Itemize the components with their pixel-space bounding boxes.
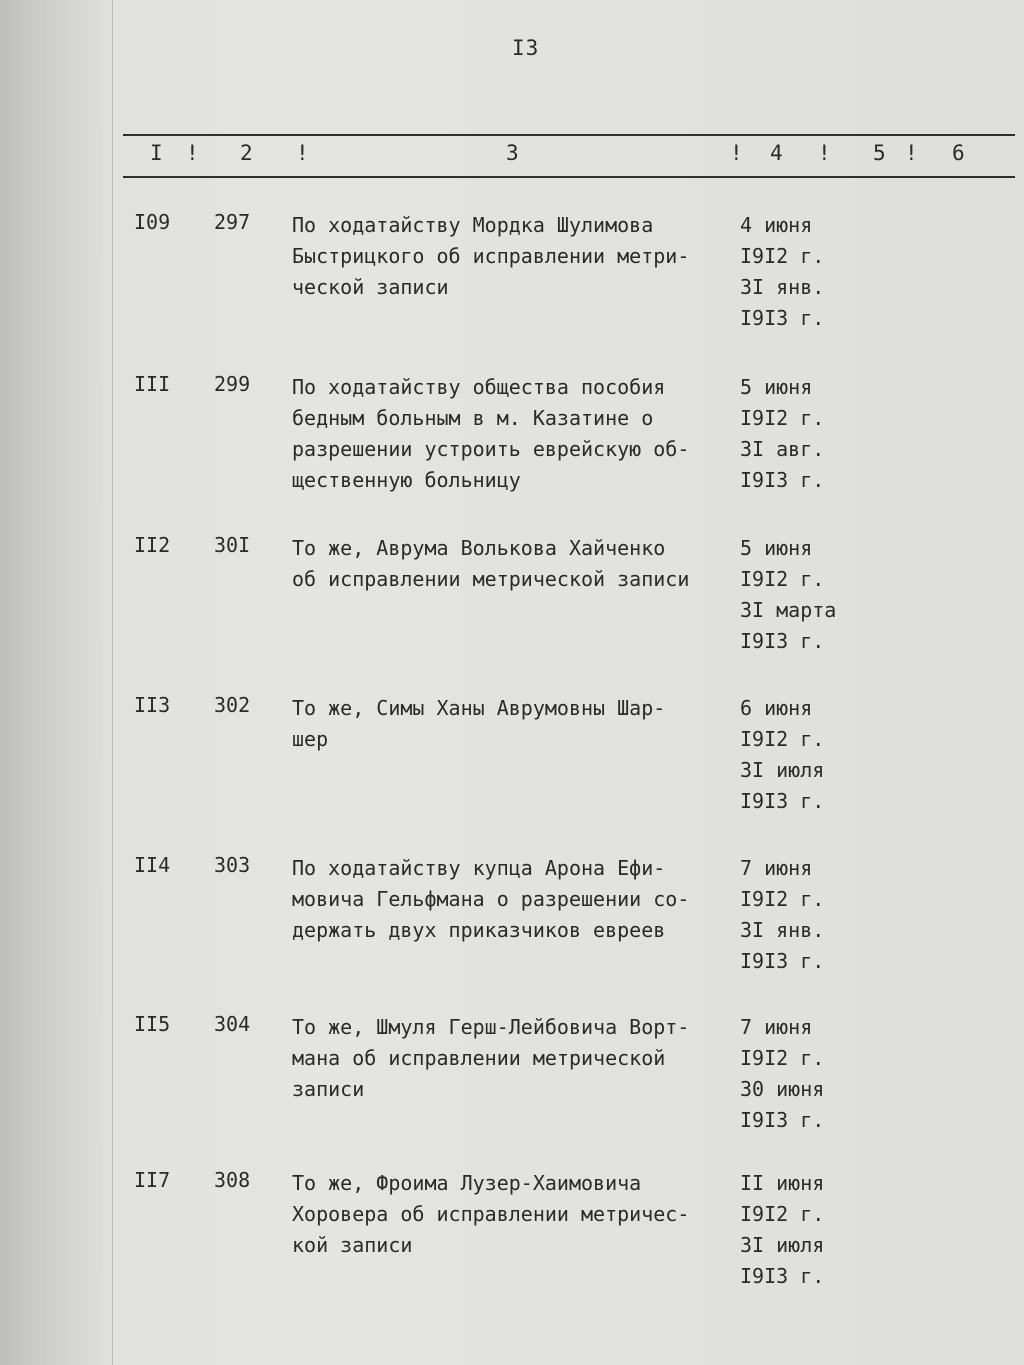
row-number: I09 <box>134 210 171 234</box>
description-line: кой записи <box>292 1233 413 1257</box>
date-line: I9I3 г. <box>740 1108 825 1132</box>
header-col-6: 6 <box>952 141 965 165</box>
table-row <box>0 533 1024 683</box>
date-line: 3I авг. <box>740 437 825 461</box>
description-line: бедным больным в м. Казатине о <box>292 406 654 430</box>
header-separator: ! <box>186 141 199 165</box>
date-line: I9I2 г. <box>740 1046 825 1070</box>
case-description <box>292 1168 742 1261</box>
header-separator: ! <box>905 141 918 165</box>
date-line: 3I июля <box>740 758 825 782</box>
description-line: ческой записи <box>292 275 449 299</box>
row-number: II2 <box>134 533 171 557</box>
description-line: держать двух приказчиков евреев <box>292 918 666 942</box>
date-line: II июня <box>740 1171 825 1195</box>
description-line: Хоровера об исправлении метричес- <box>292 1202 690 1226</box>
description-line: То же, Симы Ханы Аврумовны Шар- <box>292 696 666 720</box>
case-description <box>292 853 742 946</box>
date-line: I9I2 г. <box>740 567 825 591</box>
table-row <box>0 372 1024 522</box>
case-dates <box>740 533 860 657</box>
description-line: об исправлении метрической записи <box>292 567 690 591</box>
case-number: 303 <box>214 853 251 877</box>
date-line: 3I июля <box>740 1233 825 1257</box>
date-line: I9I3 г. <box>740 468 825 492</box>
case-dates <box>740 1012 860 1136</box>
header-separator: ! <box>730 141 743 165</box>
case-number: 308 <box>214 1168 251 1192</box>
date-line: 5 июня <box>740 375 813 399</box>
case-description <box>292 372 742 496</box>
header-col-1: I <box>150 141 163 165</box>
date-line: I9I2 г. <box>740 406 825 430</box>
description-line: То же, Аврума Волькова Хайченко <box>292 536 666 560</box>
date-line: I9I3 г. <box>740 1264 825 1288</box>
header-col-3: 3 <box>506 141 519 165</box>
date-line: I9I3 г. <box>740 629 825 653</box>
date-line: 3I марта <box>740 598 837 622</box>
case-description <box>292 533 742 595</box>
date-line: 7 июня <box>740 856 813 880</box>
table-row <box>0 853 1024 1003</box>
case-number: 30I <box>214 533 251 557</box>
description-line: шер <box>292 727 329 751</box>
date-line: I9I3 г. <box>740 949 825 973</box>
date-line: 4 июня <box>740 213 813 237</box>
date-line: I9I3 г. <box>740 789 825 813</box>
page-number: I3 <box>512 36 540 60</box>
description-line: По ходатайству купца Арона Ефи- <box>292 856 666 880</box>
row-number: II3 <box>134 693 171 717</box>
description-line: По ходатайству Мордка Шулимова <box>292 213 654 237</box>
row-number: III <box>134 372 171 396</box>
description-line: По ходатайству общества пособия <box>292 375 666 399</box>
case-number: 299 <box>214 372 251 396</box>
case-description <box>292 210 742 303</box>
case-number: 304 <box>214 1012 251 1036</box>
table-row <box>0 1168 1024 1318</box>
date-line: 6 июня <box>740 696 813 720</box>
table-row <box>0 1012 1024 1162</box>
description-line: То же, Фроима Лузер-Хаимовича <box>292 1171 642 1195</box>
date-line: 7 июня <box>740 1015 813 1039</box>
date-line: I9I2 г. <box>740 1202 825 1226</box>
case-dates <box>740 372 860 496</box>
description-line: мана об исправлении метрической <box>292 1046 666 1070</box>
date-line: I9I3 г. <box>740 306 825 330</box>
table-top-rule <box>123 134 1015 136</box>
case-number: 297 <box>214 210 251 234</box>
description-line: записи <box>292 1077 365 1101</box>
case-description <box>292 1012 742 1105</box>
description-line: То же, Шмуля Герш-Лейбовича Ворт- <box>292 1015 690 1039</box>
case-description <box>292 693 742 755</box>
table-row <box>0 210 1024 360</box>
date-line: I9I2 г. <box>740 887 825 911</box>
case-number: 302 <box>214 693 251 717</box>
date-line: I9I2 г. <box>740 727 825 751</box>
header-col-4: 4 <box>770 141 783 165</box>
case-dates <box>740 853 860 977</box>
description-line: разрешении устроить еврейскую об- <box>292 437 690 461</box>
case-dates <box>740 210 860 334</box>
case-dates <box>740 1168 860 1292</box>
header-col-2: 2 <box>240 141 253 165</box>
header-col-5: 5 <box>873 141 886 165</box>
description-line: щественную больницу <box>292 468 521 492</box>
case-dates <box>740 693 860 817</box>
header-separator: ! <box>296 141 309 165</box>
header-separator: ! <box>818 141 831 165</box>
table-header-rule <box>123 176 1015 178</box>
date-line: 30 июня <box>740 1077 825 1101</box>
date-line: 3I янв. <box>740 275 825 299</box>
date-line: 5 июня <box>740 536 813 560</box>
row-number: II4 <box>134 853 171 877</box>
date-line: 3I янв. <box>740 918 825 942</box>
description-line: мовича Гельфмана о разрешении со- <box>292 887 690 911</box>
date-line: I9I2 г. <box>740 244 825 268</box>
row-number: II5 <box>134 1012 171 1036</box>
table-row <box>0 693 1024 843</box>
row-number: II7 <box>134 1168 171 1192</box>
description-line: Быстрицкого об исправлении метри- <box>292 244 690 268</box>
